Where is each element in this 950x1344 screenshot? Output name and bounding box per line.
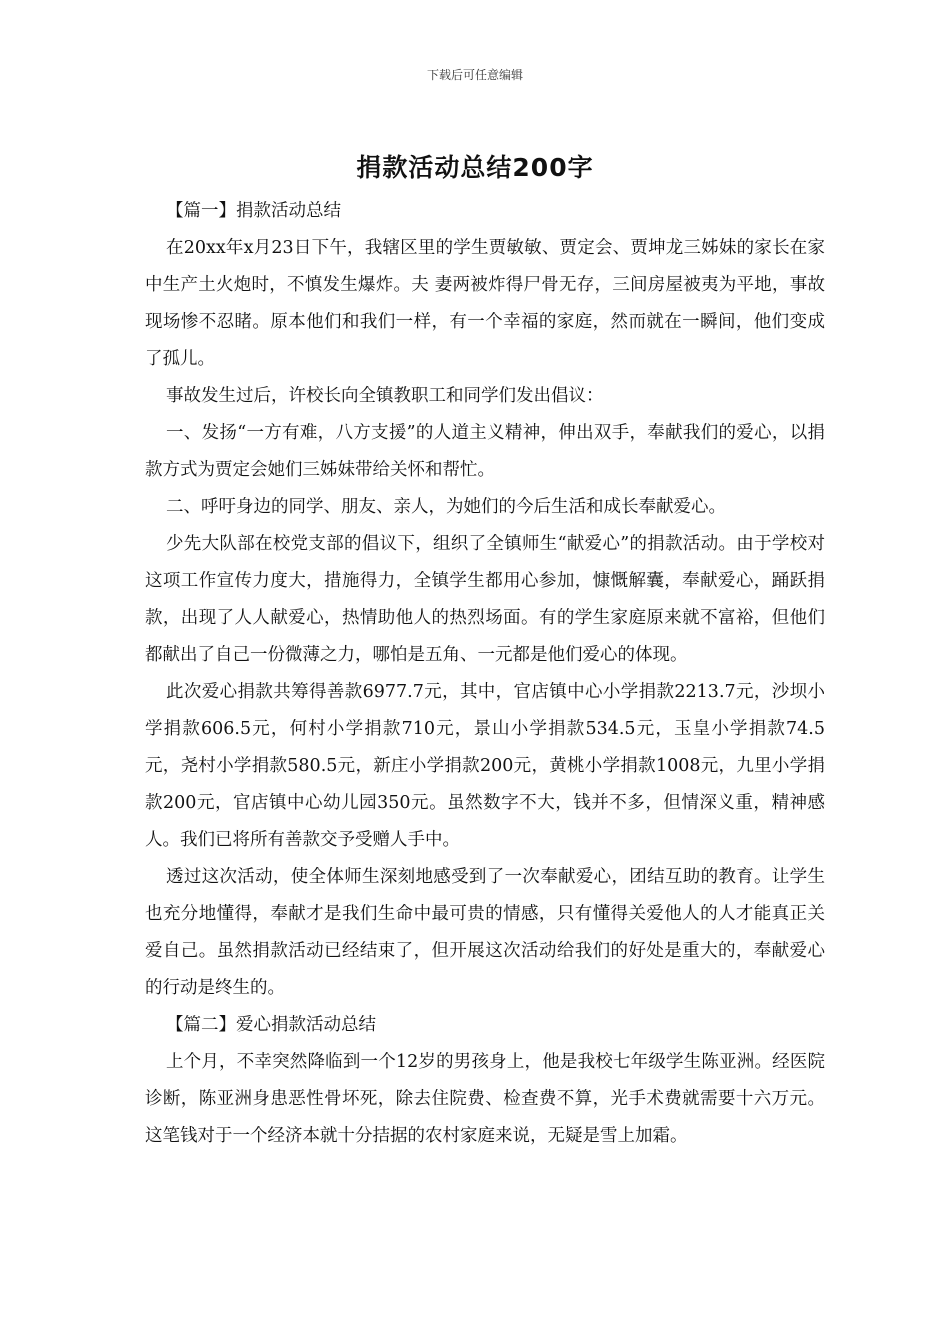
paragraph: 二、呼吁身边的同学、朋友、亲人，为她们的今后生活和成长奉献爱心。 xyxy=(166,497,726,517)
document-body xyxy=(145,193,825,1155)
section-heading-2: 【篇二】爱心捐款活动总结 xyxy=(166,1015,376,1035)
paragraph: 此次爱心捐款共筹得善款6977.7元，其中，官店镇中心小学捐款2213.7元，沙坝小学捐款606.5元，何村小学捐款710元，景山小学捐款534.5元，玉皇小学捐款74.5元，尧村小学捐款580.5元，新庄小学捐款200元，黄桃小学捐款1008元，九里小学捐款200元，官店镇中心幼儿园350元。虽然数字不大，钱并不多，但情深义重，精神感人。我们已将所有善款交予受赠人手中。 xyxy=(145,682,825,850)
header-note: 下载后可任意编辑 xyxy=(426,68,523,82)
paragraph: 一、发扬“一方有难，八方支援”的人道主义精神，伸出双手，奉献我们的爱心，以捐款方式为贾定会她们三姊妹带给关怀和帮忙。 xyxy=(145,423,825,480)
paragraph: 在20xx年x月23日下午，我辖区里的学生贾敏敏、贾定会、贾坤龙三姊妹的家长在家中生产土火炮时，不慎发生爆炸。夫 妻两被炸得尸骨无存，三间房屋被夷为平地，事故现场惨不忍睹。原本他们和我们一样，有一个幸福的家庭，然而就在一瞬间，他们变成了孤儿。 xyxy=(145,238,825,369)
paragraph: 少先大队部在校党支部的倡议下，组织了全镇师生“献爱心”的捐款活动。由于学校对这项工作宣传力度大，措施得力，全镇学生都用心参加，慷慨解囊，奉献爱心，踊跃捐款，出现了人人献爱心，热情助他人的热烈场面。有的学生家庭原来就不富裕，但他们都献出了自己一份微薄之力，哪怕是五角、一元都是他们爱心的体现。 xyxy=(145,534,825,665)
paragraph: 透过这次活动，使全体师生深刻地感受到了一次奉献爱心，团结互助的教育。让学生也充分地懂得，奉献才是我们生命中最可贵的情感，只有懂得关爱他人的人才能真正关爱自己。虽然捐款活动已经结束了，但开展这次活动给我们的好处是重大的，奉献爱心的行动是终生的。 xyxy=(145,867,825,998)
paragraph: 事故发生过后，许校长向全镇教职工和同学们发出倡议： xyxy=(166,386,604,406)
paragraph: 上个月，不幸突然降临到一个12岁的男孩身上，他是我校七年级学生陈亚洲。经医院诊断，陈亚洲身患恶性骨坏死，除去住院费、检查费不算，光手术费就需要十六万元。这笔钱对于一个经济本就十分拮据的农村家庭来说，无疑是雪上加霜。 xyxy=(145,1052,825,1146)
section-heading-1: 【篇一】捐款活动总结 xyxy=(166,201,341,221)
page-title: 捐款活动总结200字 xyxy=(356,153,594,182)
